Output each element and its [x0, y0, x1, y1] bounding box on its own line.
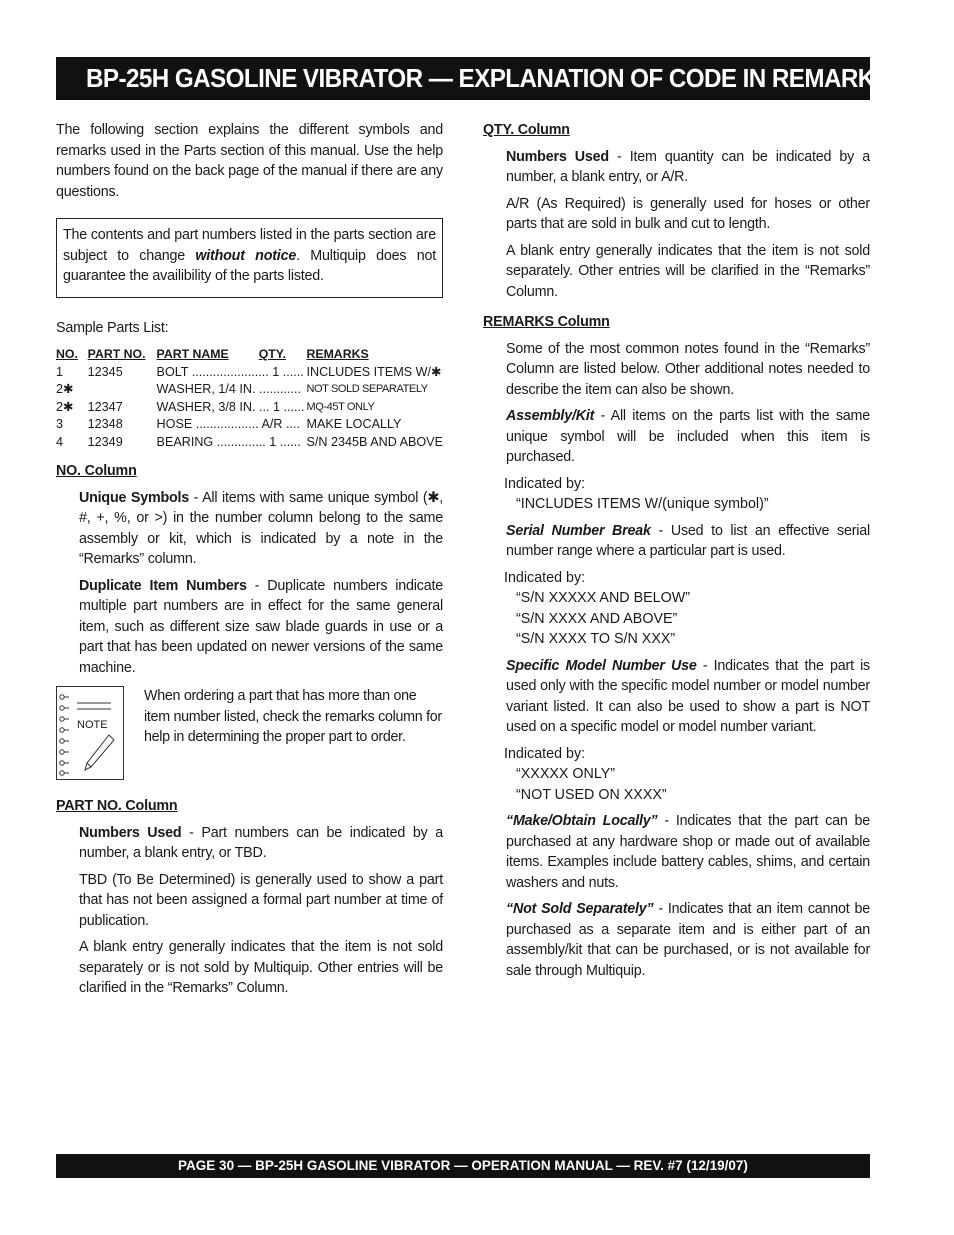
sample-parts-table — [56, 346, 443, 451]
header-remarks: REMARKS — [306, 347, 369, 361]
cell-remarks: S/N 2345B AND ABOVE — [306, 434, 443, 449]
serial-example-3: “S/N XXXX TO S/N XXX” — [516, 631, 676, 647]
cell-part-no: 12348 — [87, 417, 123, 431]
duplicate-items-label: Duplicate Item Numbers — [79, 577, 247, 594]
header-no: NO. — [56, 347, 78, 361]
part-numbers-used-label: Numbers Used — [79, 824, 182, 841]
assembly-kit-label: Assembly/Kit — [506, 408, 595, 424]
model-indicated-block — [504, 744, 870, 806]
cell-part-no: 12347 — [87, 399, 123, 414]
table-row — [56, 381, 443, 399]
qty-numbers-used-paragraph — [483, 147, 870, 188]
right-column — [483, 120, 870, 987]
notice-emphasis: without notice — [195, 247, 297, 264]
make-locally-label: “Make/Obtain Locally” — [506, 813, 658, 829]
note-text: When ordering a part that has more than one item number listed, check the remarks column for help in determining the proper part to order. — [144, 688, 442, 745]
cell-part-name: WASHER, 3/8 IN. ... 1 ...... — [156, 399, 305, 414]
unique-symbols-text: - All items with same unique symbol (✱, #, +, %, or >) in the number column belong to the same assembly or kit, which is indicated by a note in the “Remarks” column. — [79, 489, 443, 567]
header-part-no: PART NO. — [87, 347, 146, 361]
cell-part-no: 12349 — [87, 434, 123, 449]
make-locally-paragraph — [483, 811, 870, 893]
note-icon — [56, 686, 124, 780]
unique-symbols-label: Unique Symbols — [79, 489, 190, 506]
notice-box — [56, 218, 443, 298]
table-row — [56, 434, 443, 452]
serial-break-label: Serial Number Break — [506, 522, 651, 539]
serial-indicated-block — [504, 568, 870, 650]
part-numbers-used-text: - Part numbers can be indicated by a number, a blank entry, or TBD. — [79, 824, 443, 861]
model-number-paragraph — [483, 656, 870, 738]
left-column — [56, 120, 443, 1005]
duplicate-items-text: - Duplicate numbers indicate multiple part numbers are in effect for the same general item, such as different size saw blade guards in use or a part that has been updated on newer versions of the same machine. — [79, 577, 443, 676]
table-row — [56, 364, 443, 382]
make-locally-text: - Indicates that the part can be purchased at any hardware shop or made out of available items. Examples include battery cables, shims, and certain washers and nuts. — [506, 813, 870, 891]
note-icon-label: NOTE — [77, 719, 108, 731]
header-qty: QTY. — [258, 347, 287, 361]
cell-part-name: HOSE .................. A/R .... — [156, 417, 301, 431]
serial-example-2: “S/N XXXX AND ABOVE” — [516, 610, 678, 627]
serial-example-1: “S/N XXXXX AND BELOW” — [516, 590, 690, 606]
assembly-kit-paragraph — [483, 406, 870, 468]
cell-no: 4 — [56, 434, 64, 449]
cell-part-no: 12345 — [87, 364, 123, 379]
cell-part-name: BOLT ...................... 1 ...... — [156, 364, 304, 379]
cell-no: 3 — [56, 417, 64, 431]
header-part-name — [157, 346, 307, 364]
cell-remarks: NOT SOLD SEPARATELY — [306, 383, 428, 395]
table-row — [56, 399, 443, 417]
cell-remarks: INCLUDES ITEMS W/✱ — [306, 364, 442, 379]
blank-entry-paragraph: A blank entry generally indicates that the item is not sold separately or is not sold by Multiquip. Other entries will be clarified in the “Remarks” Column. — [79, 939, 443, 996]
assembly-kit-text: - All items on the parts list with the same unique symbol will be included when this item is purchased. — [506, 408, 870, 465]
cell-remarks: MAKE LOCALLY — [306, 417, 402, 431]
assembly-indicated-block — [504, 474, 870, 515]
intro-paragraph: The following section explains the different symbols and remarks used in the Parts section of this manual. Use the help numbers found on the back page of the manual if there are any questions. — [56, 122, 443, 200]
cell-no: 2✱ — [56, 399, 74, 414]
not-sold-separately-label: “Not Sold Separately” — [506, 901, 654, 917]
unique-symbols-paragraph — [56, 488, 443, 570]
table-header-row — [56, 346, 443, 364]
indicated-by-label: Indicated by: — [504, 569, 586, 586]
cell-part-no — [88, 381, 157, 399]
qty-blank-paragraph: A blank entry generally indicates that the item is not sold separately. Other entries will be clarified in the “Remarks” Column. — [506, 242, 870, 300]
remarks-column-heading: REMARKS Column — [483, 314, 610, 330]
model-number-label: Specific Model Number Use — [506, 657, 697, 674]
table-row — [56, 416, 443, 434]
model-example-2: “NOT USED ON XXXX” — [516, 786, 667, 803]
notice-text-pre: The contents and part numbers listed in the parts section are subject to change — [63, 227, 436, 264]
qty-column-heading: QTY. Column — [483, 122, 570, 138]
page-title: BP-25H GASOLINE VIBRATOR — EXPLANATION OF CODE IN REMARKS — [56, 57, 870, 100]
page-footer: PAGE 30 — BP-25H GASOLINE VIBRATOR — OPERATION MANUAL — REV. #7 (12/19/07) — [56, 1154, 870, 1178]
model-example-1: “XXXXX ONLY” — [516, 766, 616, 782]
cell-part-name: WASHER, 1/4 IN. ............ — [156, 382, 301, 396]
not-sold-separately-paragraph — [483, 899, 870, 981]
qty-numbers-used-text: - Item quantity can be indicated by a number, a blank entry, or A/R. — [506, 148, 870, 185]
serial-break-paragraph — [483, 521, 870, 562]
duplicate-items-paragraph — [56, 576, 443, 679]
part-numbers-used-paragraph — [56, 823, 443, 864]
cell-remarks: MQ-45T ONLY — [306, 400, 375, 413]
model-number-text: - Indicates that the part is used only with the specific model number or model number variant listed. It can also be used to show a part is NOT used on a specific model or model number variant. — [506, 657, 870, 735]
sample-parts-label: Sample Parts List: — [56, 319, 169, 336]
cell-no: 2✱ — [56, 382, 74, 396]
note-block — [56, 686, 443, 780]
tbd-paragraph: TBD (To Be Determined) is generally used to show a part that has not been assigned a formal part number at time of publication. — [79, 871, 443, 929]
no-column-heading: NO. Column — [56, 463, 137, 479]
assembly-example: “INCLUDES ITEMS W/(unique symbol)” — [516, 496, 769, 512]
as-required-paragraph: A/R (As Required) is generally used for hoses or other parts that are sold in bulk and cut to length. — [506, 195, 870, 232]
header-part-name-label: PART NAME — [156, 347, 229, 361]
cell-no: 1 — [56, 364, 64, 379]
remarks-intro-paragraph: Some of the most common notes found in the “Remarks” Column are listed below. Other additional notes needed to describe the item can also be shown. — [506, 340, 870, 398]
serial-break-text: - Used to list an effective serial number range where a particular part is used. — [506, 522, 870, 559]
notice-text-post: . Multiquip does not guarantee the availibility of the parts listed. — [63, 247, 436, 284]
cell-part-name: BEARING .............. 1 ...... — [156, 434, 301, 449]
qty-numbers-used-label: Numbers Used — [506, 148, 609, 165]
not-sold-separately-text: - Indicates that an item cannot be purchased as a separate item and is either part of an assembly/kit that can be purchased, or is not available for sale through Multiquip. — [506, 901, 870, 979]
part-no-column-heading: PART NO. Column — [56, 798, 178, 814]
indicated-by-label: Indicated by: — [504, 475, 586, 492]
indicated-by-label: Indicated by: — [504, 745, 586, 762]
